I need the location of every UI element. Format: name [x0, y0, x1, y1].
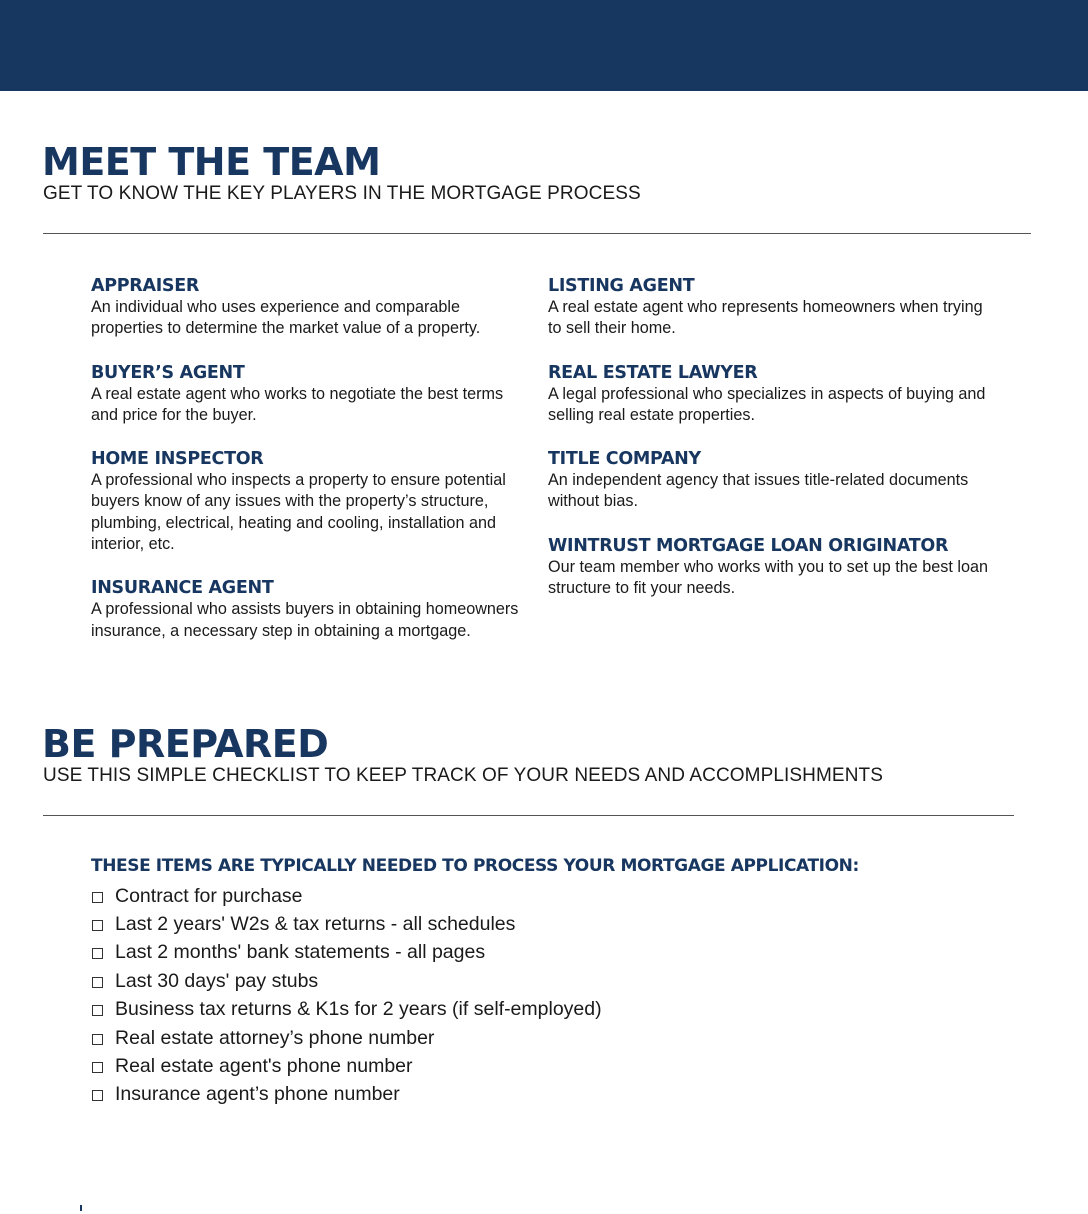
checklist-item [92, 910, 602, 938]
role-description: A legal professional who specializes in aspects of buying and selling real estate properties. [548, 384, 986, 424]
checklist-item-label: Real estate attorney’s phone number [115, 1026, 435, 1049]
role-name: BUYER’S AGENT [91, 362, 245, 383]
empty-checkbox-icon[interactable] [92, 892, 103, 903]
checklist-item-label: Insurance agent’s phone number [115, 1083, 400, 1106]
role-description: A real estate agent who works to negotiate the best terms and price for the buyer. [91, 384, 504, 424]
checklist-item [92, 939, 602, 967]
checklist-item-label: Last 30 days' pay stubs [115, 969, 319, 992]
role-name: INSURANCE AGENT [91, 578, 274, 599]
empty-checkbox-icon[interactable] [92, 1090, 103, 1101]
section-divider [43, 815, 1014, 816]
meet-the-team-title: MEET THE TEAM [42, 140, 381, 184]
checklist-item [92, 996, 602, 1024]
checklist-item-label: Last 2 years' W2s & tax returns - all schedules [115, 913, 516, 936]
empty-checkbox-icon[interactable] [92, 1005, 103, 1016]
checklist-item-label: Last 2 months' bank statements - all pages [115, 941, 486, 964]
empty-checkbox-icon[interactable] [92, 977, 103, 988]
header-band [0, 0, 1088, 91]
role-description: A real estate agent who represents homeowners when trying to sell their home. [548, 298, 983, 338]
empty-checkbox-icon[interactable] [92, 948, 103, 959]
role-name: HOME INSPECTOR [91, 449, 264, 470]
role-name: APPRAISER [91, 276, 200, 296]
role-description: A professional who assists buyers in obtaining homeowners insurance, a necessary step in obtaining a mortgage. [91, 600, 519, 640]
role-insurance-agent [91, 578, 521, 642]
checklist [92, 882, 602, 1109]
empty-checkbox-icon[interactable] [92, 920, 103, 931]
role-appraiser [91, 276, 521, 340]
role-buyers-agent [91, 363, 521, 427]
role-description: A professional who inspects a property to ensure potential buyers know of any issues with the property’s structure, plumbing, electrical, heating and cooling, installation and interior, etc. [91, 471, 506, 554]
role-description: An individual who uses experience and comparable properties to determine the market value of a property. [91, 298, 481, 338]
role-name: TITLE COMPANY [548, 449, 701, 470]
role-title-company [548, 449, 988, 513]
role-loan-originator [548, 536, 988, 600]
checklist-item-label: Contract for purchase [115, 884, 303, 907]
team-column-left [91, 276, 521, 665]
checklist-item [92, 882, 602, 910]
role-listing-agent [548, 276, 988, 340]
role-real-estate-lawyer [548, 363, 988, 427]
role-name: LISTING AGENT [548, 276, 695, 296]
be-prepared-subtitle: USE THIS SIMPLE CHECKLIST TO KEEP TRACK OF YOUR NEEDS AND ACCOMPLISHMENTS [43, 765, 883, 786]
checklist-item-label: Real estate agent's phone number [115, 1055, 413, 1078]
empty-checkbox-icon[interactable] [92, 1062, 103, 1073]
checklist-item [92, 967, 602, 995]
checklist-item-label: Business tax returns & K1s for 2 years (if self-employed) [115, 998, 602, 1021]
team-column-right [548, 276, 988, 622]
checklist-item [92, 1081, 602, 1109]
role-description: An independent agency that issues title-related documents without bias. [548, 471, 969, 511]
role-name: REAL ESTATE LAWYER [548, 362, 758, 383]
empty-checkbox-icon[interactable] [92, 1034, 103, 1045]
checklist-heading: THESE ITEMS ARE TYPICALLY NEEDED TO PROCESS YOUR MORTGAGE APPLICATION: [91, 856, 859, 876]
role-home-inspector [91, 449, 521, 555]
meet-the-team-subtitle: GET TO KNOW THE KEY PLAYERS IN THE MORTGAGE PROCESS [43, 183, 641, 204]
checklist-item [92, 1024, 602, 1052]
page-footer-mark [80, 1205, 82, 1211]
section-divider [43, 233, 1031, 234]
role-name: WINTRUST MORTGAGE LOAN ORIGINATOR [548, 535, 949, 556]
role-description: Our team member who works with you to set up the best loan structure to fit your needs. [548, 557, 988, 598]
checklist-item [92, 1052, 602, 1080]
be-prepared-title: BE PREPARED [42, 722, 329, 766]
